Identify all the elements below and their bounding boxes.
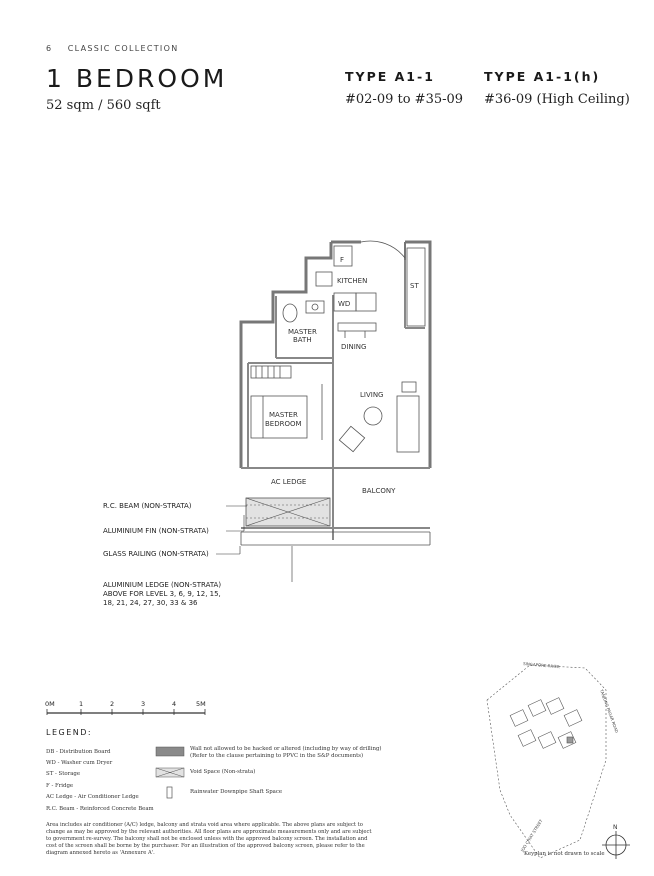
- label-master-bath-2: BATH: [293, 336, 312, 344]
- rainwater-symbol: [167, 787, 172, 798]
- keyplan: [487, 665, 606, 858]
- legend-wall-note-1: Wall not allowed to be hacked or altered (including by way of drilling): [190, 746, 382, 752]
- legend-void: Void Space (Non-strata): [190, 769, 256, 775]
- disclaimer: Area includes air conditioner (A/C) ledge, balcony and strata void area where applicable. The above plans are subject to change as may be approved by the relevant authorities. All floor plans are approximate measurements only and are subject to government re-survey. The balcony shall not be enclosed unless with the approved balcony screen. The installation and cost of the screen shall be borne by the purchaser. For an illustration of the approved balcony screen, please refer to the diagram annexed hereto as 'Annexure A'.: [46, 822, 372, 856]
- legend-f: F - Fridge: [46, 783, 74, 789]
- label-master-bedroom-2: BEDROOM: [265, 420, 302, 428]
- unit-area: 52 sqm / 560 sqft: [46, 98, 161, 113]
- label-balcony: BALCONY: [362, 487, 396, 495]
- label-dining: DINING: [341, 343, 367, 351]
- scale-label-2: 2: [110, 700, 115, 708]
- legend-st: ST - Storage: [46, 771, 81, 777]
- legend-ac-ledge: AC Ledge - Air Conditioner Ledge: [46, 794, 139, 800]
- callout-rc-beam: R.C. BEAM (NON-STRATA): [103, 502, 192, 510]
- label-fridge: F: [340, 256, 345, 264]
- callout-glass-railing: GLASS RAILING (NON-STRATA): [103, 550, 209, 558]
- callout-ledge-3: 18, 21, 24, 27, 30, 33 & 36: [103, 599, 198, 607]
- label-storage: ST: [410, 282, 419, 290]
- legend-db: DB - Distribution Board: [46, 749, 111, 755]
- collection-name: CLASSIC COLLECTION: [67, 44, 179, 53]
- label-wd: WD: [338, 300, 351, 308]
- scale-bar: [45, 700, 206, 715]
- north-label: N: [613, 824, 618, 831]
- page-number: 6: [46, 44, 53, 53]
- label-master-bedroom-1: MASTER: [269, 411, 298, 419]
- keyplan-road-top: SINGAPORE RIVER: [522, 661, 560, 670]
- scale-label-3: 3: [141, 700, 146, 708]
- legend-rainwater: Rainwater Downpipe Shaft Space: [190, 789, 283, 795]
- label-ac-ledge: AC LEDGE: [271, 478, 307, 486]
- type-a1-1h-heading: TYPE A1-1(h): [484, 69, 601, 84]
- callout-ledge-1: ALUMINIUM LEDGE (NON-STRATA): [103, 581, 222, 589]
- page-title: 1 BEDROOM: [46, 64, 228, 93]
- scale-label-0: 0M: [45, 700, 55, 708]
- scale-label-5: 5M: [196, 700, 206, 708]
- north-arrow-icon: [602, 824, 630, 859]
- callout-aluminium-fin: ALUMINIUM FIN (NON-STRATA): [103, 527, 209, 535]
- legend-title: LEGEND:: [46, 728, 93, 737]
- bath-fixtures: [283, 301, 324, 322]
- label-master-bath-1: MASTER: [288, 328, 317, 336]
- label-living: LIVING: [360, 391, 384, 399]
- type-a1-1-units: #02-09 to #35-09: [345, 92, 464, 107]
- ac-ledge-void: [246, 498, 330, 526]
- scale-label-4: 4: [172, 700, 177, 708]
- legend-wd: WD - Washer cum Dryer: [46, 760, 113, 766]
- type-a1-1h-units: #36-09 (High Ceiling): [484, 92, 630, 107]
- label-kitchen: KITCHEN: [337, 277, 368, 285]
- balcony-railing: [241, 532, 430, 545]
- scale-label-1: 1: [79, 700, 84, 708]
- plan-walls: [241, 242, 430, 468]
- legend-rc-beam: R.C. Beam - Reinforced Concrete Beam: [46, 806, 154, 812]
- keyplan-note: Keyplan is not drawn to scale: [524, 851, 605, 857]
- keyplan-road-bottom: JOO CHIAT STREET: [519, 818, 544, 853]
- callout-ledge-2: ABOVE FOR LEVEL 3, 6, 9, 12, 15,: [103, 590, 221, 598]
- keyplan-road-right: TANJONG PAGAR ROAD: [599, 688, 620, 734]
- bedroom-furniture: [251, 366, 322, 440]
- void-symbol: [156, 768, 184, 777]
- wall-symbol: [156, 747, 184, 756]
- legend-wall-note-2: (Refer to the clause pertaining to PPVC in the S&P documents): [190, 753, 364, 759]
- type-a1-1-heading: TYPE A1-1: [345, 69, 435, 84]
